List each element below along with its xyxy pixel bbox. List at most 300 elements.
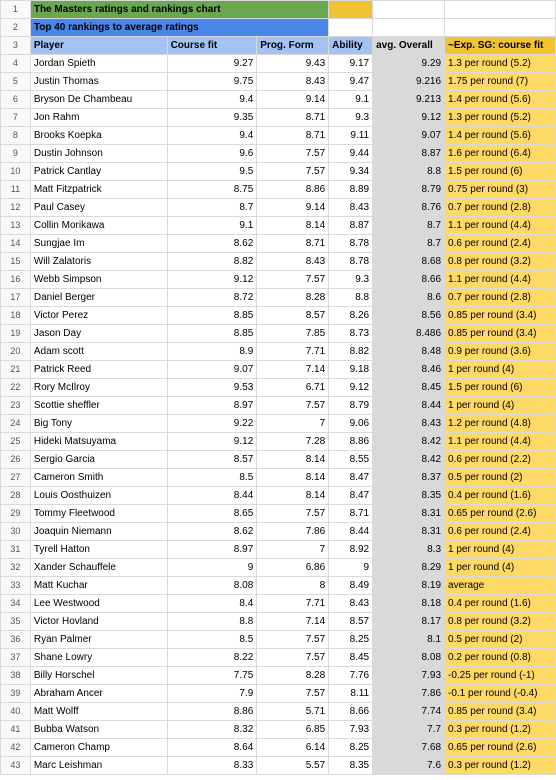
ability-cell[interactable]: 9.34	[329, 163, 373, 181]
course-fit-cell[interactable]: 8.97	[167, 541, 257, 559]
course-fit-cell[interactable]: 8.64	[167, 739, 257, 757]
player-cell[interactable]: Daniel Berger	[30, 289, 167, 307]
ability-cell[interactable]: 8.79	[329, 397, 373, 415]
header-player[interactable]: Player	[30, 37, 167, 55]
row-number[interactable]: 39	[1, 685, 31, 703]
player-cell[interactable]: Ryan Palmer	[30, 631, 167, 649]
prog-form-cell[interactable]: 5.71	[257, 703, 329, 721]
prog-form-cell[interactable]: 8.71	[257, 235, 329, 253]
ability-cell[interactable]: 8.25	[329, 739, 373, 757]
avg-overall-cell[interactable]: 8.76	[373, 199, 445, 217]
exp-sg-cell[interactable]: 0.4 per round (1.6)	[445, 487, 556, 505]
course-fit-cell[interactable]: 8.5	[167, 469, 257, 487]
course-fit-cell[interactable]: 8.62	[167, 523, 257, 541]
exp-sg-cell[interactable]: 0.8 per round (3.2)	[445, 613, 556, 631]
course-fit-cell[interactable]: 8.62	[167, 235, 257, 253]
course-fit-cell[interactable]: 8.33	[167, 757, 257, 775]
course-fit-cell[interactable]: 8.75	[167, 181, 257, 199]
avg-overall-cell[interactable]: 9.216	[373, 73, 445, 91]
avg-overall-cell[interactable]: 8.56	[373, 307, 445, 325]
ability-cell[interactable]: 9.1	[329, 91, 373, 109]
ability-cell[interactable]: 8.25	[329, 631, 373, 649]
exp-sg-cell[interactable]: 0.6 per round (2.4)	[445, 523, 556, 541]
exp-sg-cell[interactable]: 1.3 per round (5.2)	[445, 109, 556, 127]
player-cell[interactable]: Matt Fitzpatrick	[30, 181, 167, 199]
avg-overall-cell[interactable]: 8.68	[373, 253, 445, 271]
row-number[interactable]: 22	[1, 379, 31, 397]
exp-sg-cell[interactable]: 1 per round (4)	[445, 397, 556, 415]
avg-overall-cell[interactable]: 7.74	[373, 703, 445, 721]
prog-form-cell[interactable]: 7.14	[257, 613, 329, 631]
player-cell[interactable]: Webb Simpson	[30, 271, 167, 289]
row-number[interactable]: 38	[1, 667, 31, 685]
row-number[interactable]: 33	[1, 577, 31, 595]
avg-overall-cell[interactable]: 7.86	[373, 685, 445, 703]
avg-overall-cell[interactable]: 8.31	[373, 505, 445, 523]
avg-overall-cell[interactable]: 8.486	[373, 325, 445, 343]
avg-overall-cell[interactable]: 8.29	[373, 559, 445, 577]
row-number[interactable]: 34	[1, 595, 31, 613]
avg-overall-cell[interactable]: 9.12	[373, 109, 445, 127]
exp-sg-cell[interactable]: 0.6 per round (2.4)	[445, 235, 556, 253]
ability-cell[interactable]: 9.3	[329, 271, 373, 289]
player-cell[interactable]: Will Zalatoris	[30, 253, 167, 271]
exp-sg-cell[interactable]: 1.1 per round (4.4)	[445, 433, 556, 451]
avg-overall-cell[interactable]: 8.08	[373, 649, 445, 667]
row-number[interactable]: 36	[1, 631, 31, 649]
avg-overall-cell[interactable]: 9.213	[373, 91, 445, 109]
row-number[interactable]: 15	[1, 253, 31, 271]
row-number[interactable]: 40	[1, 703, 31, 721]
avg-overall-cell[interactable]: 8.35	[373, 487, 445, 505]
exp-sg-cell[interactable]: 0.85 per round (3.4)	[445, 307, 556, 325]
ability-cell[interactable]: 9.3	[329, 109, 373, 127]
ability-cell[interactable]: 8.35	[329, 757, 373, 775]
row-number[interactable]: 35	[1, 613, 31, 631]
exp-sg-cell[interactable]: -0.1 per round (-0.4)	[445, 685, 556, 703]
row-number[interactable]: 6	[1, 91, 31, 109]
player-cell[interactable]: Big Tony	[30, 415, 167, 433]
course-fit-cell[interactable]: 8.86	[167, 703, 257, 721]
prog-form-cell[interactable]: 7.14	[257, 361, 329, 379]
player-cell[interactable]: Matt Kuchar	[30, 577, 167, 595]
avg-overall-cell[interactable]: 9.07	[373, 127, 445, 145]
exp-sg-cell[interactable]: average	[445, 577, 556, 595]
row-number[interactable]: 12	[1, 199, 31, 217]
empty-cell[interactable]	[445, 1, 556, 19]
player-cell[interactable]: Scottie sheffler	[30, 397, 167, 415]
avg-overall-cell[interactable]: 8.8	[373, 163, 445, 181]
ability-cell[interactable]: 8.87	[329, 217, 373, 235]
prog-form-cell[interactable]: 8.28	[257, 667, 329, 685]
player-cell[interactable]: Bryson De Chambeau	[30, 91, 167, 109]
course-fit-cell[interactable]: 7.9	[167, 685, 257, 703]
prog-form-cell[interactable]: 7.85	[257, 325, 329, 343]
course-fit-cell[interactable]: 9.75	[167, 73, 257, 91]
row-number[interactable]: 20	[1, 343, 31, 361]
course-fit-cell[interactable]: 9.53	[167, 379, 257, 397]
exp-sg-cell[interactable]: 1.5 per round (6)	[445, 379, 556, 397]
player-cell[interactable]: Billy Horschel	[30, 667, 167, 685]
player-cell[interactable]: Tyrell Hatton	[30, 541, 167, 559]
exp-sg-cell[interactable]: 0.65 per round (2.6)	[445, 739, 556, 757]
row-number[interactable]: 21	[1, 361, 31, 379]
prog-form-cell[interactable]: 6.86	[257, 559, 329, 577]
row-number[interactable]: 9	[1, 145, 31, 163]
avg-overall-cell[interactable]: 8.43	[373, 415, 445, 433]
prog-form-cell[interactable]: 8.71	[257, 127, 329, 145]
player-cell[interactable]: Cameron Smith	[30, 469, 167, 487]
course-fit-cell[interactable]: 9.4	[167, 91, 257, 109]
ability-cell[interactable]: 8.82	[329, 343, 373, 361]
table-row	[1, 109, 556, 127]
row-number[interactable]: 41	[1, 721, 31, 739]
ability-cell[interactable]: 8.57	[329, 613, 373, 631]
prog-form-cell[interactable]: 9.14	[257, 199, 329, 217]
prog-form-cell[interactable]: 7.57	[257, 271, 329, 289]
course-fit-cell[interactable]: 9.6	[167, 145, 257, 163]
avg-overall-cell[interactable]: 8.44	[373, 397, 445, 415]
player-cell[interactable]: Paul Casey	[30, 199, 167, 217]
prog-form-cell[interactable]: 5.57	[257, 757, 329, 775]
player-cell[interactable]: Patrick Reed	[30, 361, 167, 379]
prog-form-cell[interactable]: 7.57	[257, 163, 329, 181]
row-number[interactable]: 19	[1, 325, 31, 343]
player-cell[interactable]: Dustin Johnson	[30, 145, 167, 163]
avg-overall-cell[interactable]: 7.93	[373, 667, 445, 685]
player-cell[interactable]: Patrick Cantlay	[30, 163, 167, 181]
row-number[interactable]: 26	[1, 451, 31, 469]
prog-form-cell[interactable]: 8.43	[257, 73, 329, 91]
exp-sg-cell[interactable]: 0.8 per round (3.2)	[445, 253, 556, 271]
ability-cell[interactable]: 8.47	[329, 469, 373, 487]
player-cell[interactable]: Joaquin Niemann	[30, 523, 167, 541]
prog-form-cell[interactable]: 8.71	[257, 109, 329, 127]
player-cell[interactable]: Rory McIlroy	[30, 379, 167, 397]
avg-overall-cell[interactable]: 8.66	[373, 271, 445, 289]
prog-form-cell[interactable]: 7.57	[257, 505, 329, 523]
player-cell[interactable]: Victor Perez	[30, 307, 167, 325]
avg-overall-cell[interactable]: 8.37	[373, 469, 445, 487]
exp-sg-cell[interactable]: 0.6 per round (2.2)	[445, 451, 556, 469]
avg-overall-cell[interactable]: 8.1	[373, 631, 445, 649]
row-number[interactable]: 25	[1, 433, 31, 451]
course-fit-cell[interactable]: 8.65	[167, 505, 257, 523]
avg-overall-cell[interactable]: 8.3	[373, 541, 445, 559]
exp-sg-cell[interactable]: 0.3 per round (1.2)	[445, 757, 556, 775]
prog-form-cell[interactable]: 8.43	[257, 253, 329, 271]
course-fit-cell[interactable]: 8.4	[167, 595, 257, 613]
sheet-title-cell[interactable]: The Masters ratings and rankings chart	[30, 1, 328, 19]
prog-form-cell[interactable]: 8.14	[257, 469, 329, 487]
course-fit-cell[interactable]: 8.85	[167, 307, 257, 325]
avg-overall-cell[interactable]: 8.42	[373, 433, 445, 451]
player-cell[interactable]: Matt Wolff	[30, 703, 167, 721]
player-cell[interactable]: Adam scott	[30, 343, 167, 361]
avg-overall-cell[interactable]: 8.46	[373, 361, 445, 379]
ability-cell[interactable]: 9.11	[329, 127, 373, 145]
player-cell[interactable]: Xander Schauffele	[30, 559, 167, 577]
exp-sg-cell[interactable]: 0.3 per round (1.2)	[445, 721, 556, 739]
avg-overall-cell[interactable]: 8.17	[373, 613, 445, 631]
ability-cell[interactable]: 9.12	[329, 379, 373, 397]
ability-cell[interactable]: 9.44	[329, 145, 373, 163]
course-fit-cell[interactable]: 9.07	[167, 361, 257, 379]
ability-cell[interactable]: 8.73	[329, 325, 373, 343]
row-number[interactable]: 24	[1, 415, 31, 433]
avg-overall-cell[interactable]: 7.6	[373, 757, 445, 775]
exp-sg-cell[interactable]: 0.7 per round (2.8)	[445, 199, 556, 217]
avg-overall-cell[interactable]: 8.48	[373, 343, 445, 361]
prog-form-cell[interactable]: 6.71	[257, 379, 329, 397]
exp-sg-cell[interactable]: 0.7 per round (2.8)	[445, 289, 556, 307]
course-fit-cell[interactable]: 9.22	[167, 415, 257, 433]
avg-overall-cell[interactable]: 8.7	[373, 235, 445, 253]
exp-sg-cell[interactable]: 0.65 per round (2.6)	[445, 505, 556, 523]
prog-form-cell[interactable]: 7.28	[257, 433, 329, 451]
exp-sg-cell[interactable]: 0.85 per round (3.4)	[445, 703, 556, 721]
exp-sg-cell[interactable]: 1.75 per round (7)	[445, 73, 556, 91]
header-course-fit[interactable]: Course fit	[167, 37, 257, 55]
ability-cell[interactable]: 9.06	[329, 415, 373, 433]
row-number[interactable]: 1	[1, 1, 31, 19]
player-cell[interactable]: Jordan Spieth	[30, 55, 167, 73]
ability-cell[interactable]: 8.66	[329, 703, 373, 721]
row-number[interactable]: 27	[1, 469, 31, 487]
row-number[interactable]: 13	[1, 217, 31, 235]
exp-sg-cell[interactable]: 1.4 per round (5.6)	[445, 127, 556, 145]
row-number[interactable]: 28	[1, 487, 31, 505]
header-ability[interactable]: Ability	[329, 37, 373, 55]
ability-cell[interactable]: 8.47	[329, 487, 373, 505]
ability-cell[interactable]: 7.93	[329, 721, 373, 739]
avg-overall-cell[interactable]: 7.7	[373, 721, 445, 739]
prog-form-cell[interactable]: 8.14	[257, 487, 329, 505]
avg-overall-cell[interactable]: 8.19	[373, 577, 445, 595]
ability-cell[interactable]: 8.49	[329, 577, 373, 595]
ability-cell[interactable]: 8.11	[329, 685, 373, 703]
exp-sg-cell[interactable]: 1.2 per round (4.8)	[445, 415, 556, 433]
exp-sg-cell[interactable]: 0.9 per round (3.6)	[445, 343, 556, 361]
ability-cell[interactable]: 7.76	[329, 667, 373, 685]
course-fit-cell[interactable]: 8.72	[167, 289, 257, 307]
player-cell[interactable]: Sergio Garcia	[30, 451, 167, 469]
row-number[interactable]: 7	[1, 109, 31, 127]
ability-cell[interactable]: 8.45	[329, 649, 373, 667]
exp-sg-cell[interactable]: 0.5 per round (2)	[445, 469, 556, 487]
row-number[interactable]: 5	[1, 73, 31, 91]
prog-form-cell[interactable]: 7.57	[257, 397, 329, 415]
row-number[interactable]: 37	[1, 649, 31, 667]
ability-cell[interactable]: 8.78	[329, 235, 373, 253]
empty-cell[interactable]	[329, 1, 373, 19]
ability-cell[interactable]: 9.47	[329, 73, 373, 91]
ability-cell[interactable]: 8.43	[329, 199, 373, 217]
header-exp-sg[interactable]: ~Exp. SG: course fit	[445, 37, 556, 55]
row-number[interactable]: 32	[1, 559, 31, 577]
course-fit-cell[interactable]: 9	[167, 559, 257, 577]
prog-form-cell[interactable]: 6.85	[257, 721, 329, 739]
row-number[interactable]: 4	[1, 55, 31, 73]
exp-sg-cell[interactable]: 1.6 per round (6.4)	[445, 145, 556, 163]
prog-form-cell[interactable]: 7.71	[257, 595, 329, 613]
player-cell[interactable]: Marc Leishman	[30, 757, 167, 775]
course-fit-cell[interactable]: 7.75	[167, 667, 257, 685]
exp-sg-cell[interactable]: 1.1 per round (4.4)	[445, 217, 556, 235]
prog-form-cell[interactable]: 7.86	[257, 523, 329, 541]
row-number[interactable]: 18	[1, 307, 31, 325]
course-fit-cell[interactable]: 9.12	[167, 271, 257, 289]
course-fit-cell[interactable]: 9.35	[167, 109, 257, 127]
course-fit-cell[interactable]: 8.8	[167, 613, 257, 631]
avg-overall-cell[interactable]: 8.7	[373, 217, 445, 235]
prog-form-cell[interactable]: 8.14	[257, 217, 329, 235]
avg-overall-cell[interactable]: 7.68	[373, 739, 445, 757]
ability-cell[interactable]: 8.44	[329, 523, 373, 541]
header-avg-overall[interactable]: avg. Overall	[373, 37, 445, 55]
exp-sg-cell[interactable]: 1 per round (4)	[445, 559, 556, 577]
exp-sg-cell[interactable]: 1.3 per round (5.2)	[445, 55, 556, 73]
player-cell[interactable]: Louis Oosthuizen	[30, 487, 167, 505]
row-number[interactable]: 11	[1, 181, 31, 199]
ability-cell[interactable]: 9	[329, 559, 373, 577]
player-cell[interactable]: Lee Westwood	[30, 595, 167, 613]
header-prog-form[interactable]: Prog. Form	[257, 37, 329, 55]
prog-form-cell[interactable]: 9.43	[257, 55, 329, 73]
exp-sg-cell[interactable]: 0.2 per round (0.8)	[445, 649, 556, 667]
row-number[interactable]: 14	[1, 235, 31, 253]
player-cell[interactable]: Hideki Matsuyama	[30, 433, 167, 451]
prog-form-cell[interactable]: 7	[257, 415, 329, 433]
row-number[interactable]: 17	[1, 289, 31, 307]
empty-cell[interactable]	[373, 19, 445, 37]
course-fit-cell[interactable]: 8.82	[167, 253, 257, 271]
course-fit-cell[interactable]: 8.44	[167, 487, 257, 505]
exp-sg-cell[interactable]: -0.25 per round (-1)	[445, 667, 556, 685]
prog-form-cell[interactable]: 8.86	[257, 181, 329, 199]
player-cell[interactable]: Shane Lowry	[30, 649, 167, 667]
row-number[interactable]: 30	[1, 523, 31, 541]
avg-overall-cell[interactable]: 8.45	[373, 379, 445, 397]
course-fit-cell[interactable]: 9.4	[167, 127, 257, 145]
row-number[interactable]: 8	[1, 127, 31, 145]
player-cell[interactable]: Abraham Ancer	[30, 685, 167, 703]
exp-sg-cell[interactable]: 0.5 per round (2)	[445, 631, 556, 649]
player-cell[interactable]: Tommy Fleetwood	[30, 505, 167, 523]
player-cell[interactable]: Cameron Champ	[30, 739, 167, 757]
empty-cell[interactable]	[373, 1, 445, 19]
row-number[interactable]: 42	[1, 739, 31, 757]
prog-form-cell[interactable]: 7	[257, 541, 329, 559]
empty-cell[interactable]	[445, 19, 556, 37]
row-number[interactable]: 16	[1, 271, 31, 289]
ability-cell[interactable]: 8.92	[329, 541, 373, 559]
prog-form-cell[interactable]: 7.57	[257, 631, 329, 649]
course-fit-cell[interactable]: 8.85	[167, 325, 257, 343]
prog-form-cell[interactable]: 9.14	[257, 91, 329, 109]
avg-overall-cell[interactable]: 8.42	[373, 451, 445, 469]
empty-cell[interactable]	[329, 19, 373, 37]
ability-cell[interactable]: 8.71	[329, 505, 373, 523]
prog-form-cell[interactable]: 8.57	[257, 307, 329, 325]
course-fit-cell[interactable]: 9.1	[167, 217, 257, 235]
course-fit-cell[interactable]: 8.5	[167, 631, 257, 649]
course-fit-cell[interactable]: 9.27	[167, 55, 257, 73]
course-fit-cell[interactable]: 8.08	[167, 577, 257, 595]
player-cell[interactable]: Victor Hovland	[30, 613, 167, 631]
ability-cell[interactable]: 8.89	[329, 181, 373, 199]
row-number[interactable]: 23	[1, 397, 31, 415]
prog-form-cell[interactable]: 8.28	[257, 289, 329, 307]
avg-overall-cell[interactable]: 8.87	[373, 145, 445, 163]
avg-overall-cell[interactable]: 8.31	[373, 523, 445, 541]
row-number[interactable]: 3	[1, 37, 31, 55]
player-cell[interactable]: Brooks Koepka	[30, 127, 167, 145]
ability-cell[interactable]: 8.8	[329, 289, 373, 307]
player-cell[interactable]: Bubba Watson	[30, 721, 167, 739]
row-number[interactable]: 29	[1, 505, 31, 523]
ability-cell[interactable]: 8.43	[329, 595, 373, 613]
prog-form-cell[interactable]: 7.57	[257, 145, 329, 163]
course-fit-cell[interactable]: 8.32	[167, 721, 257, 739]
avg-overall-cell[interactable]: 8.18	[373, 595, 445, 613]
player-cell[interactable]: Sungjae Im	[30, 235, 167, 253]
player-cell[interactable]: Jason Day	[30, 325, 167, 343]
row-number[interactable]: 31	[1, 541, 31, 559]
exp-sg-cell[interactable]: 0.75 per round (3)	[445, 181, 556, 199]
avg-overall-cell[interactable]: 9.29	[373, 55, 445, 73]
player-cell[interactable]: Justin Thomas	[30, 73, 167, 91]
exp-sg-cell[interactable]: 1.1 per round (4.4)	[445, 271, 556, 289]
prog-form-cell[interactable]: 7.57	[257, 685, 329, 703]
row-number[interactable]: 10	[1, 163, 31, 181]
course-fit-cell[interactable]: 8.9	[167, 343, 257, 361]
ability-cell[interactable]: 8.55	[329, 451, 373, 469]
course-fit-cell[interactable]: 8.7	[167, 199, 257, 217]
exp-sg-cell[interactable]: 1 per round (4)	[445, 541, 556, 559]
player-cell[interactable]: Collin Morikawa	[30, 217, 167, 235]
prog-form-cell[interactable]: 8.14	[257, 451, 329, 469]
player-cell[interactable]: Jon Rahm	[30, 109, 167, 127]
ability-cell[interactable]: 8.26	[329, 307, 373, 325]
exp-sg-cell[interactable]: 0.85 per round (3.4)	[445, 325, 556, 343]
row-number[interactable]: 2	[1, 19, 31, 37]
prog-form-cell[interactable]: 7.57	[257, 649, 329, 667]
ability-cell[interactable]: 8.78	[329, 253, 373, 271]
sheet-subtitle-cell[interactable]: Top 40 rankings to average ratings	[30, 19, 328, 37]
ability-cell[interactable]: 9.18	[329, 361, 373, 379]
prog-form-cell[interactable]: 8	[257, 577, 329, 595]
course-fit-cell[interactable]: 8.97	[167, 397, 257, 415]
exp-sg-cell[interactable]: 0.4 per round (1.6)	[445, 595, 556, 613]
exp-sg-cell[interactable]: 1.5 per round (6)	[445, 163, 556, 181]
table-row	[1, 55, 556, 73]
row-number[interactable]: 43	[1, 757, 31, 775]
ability-cell[interactable]: 9.17	[329, 55, 373, 73]
table-row	[1, 145, 556, 163]
ability-cell[interactable]: 8.86	[329, 433, 373, 451]
course-fit-cell[interactable]: 8.57	[167, 451, 257, 469]
course-fit-cell[interactable]: 9.12	[167, 433, 257, 451]
prog-form-cell[interactable]: 7.71	[257, 343, 329, 361]
course-fit-cell[interactable]: 9.5	[167, 163, 257, 181]
avg-overall-cell[interactable]: 8.6	[373, 289, 445, 307]
exp-sg-cell[interactable]: 1 per round (4)	[445, 361, 556, 379]
prog-form-cell[interactable]: 6.14	[257, 739, 329, 757]
avg-overall-cell[interactable]: 8.79	[373, 181, 445, 199]
course-fit-cell[interactable]: 8.22	[167, 649, 257, 667]
exp-sg-cell[interactable]: 1.4 per round (5.6)	[445, 91, 556, 109]
